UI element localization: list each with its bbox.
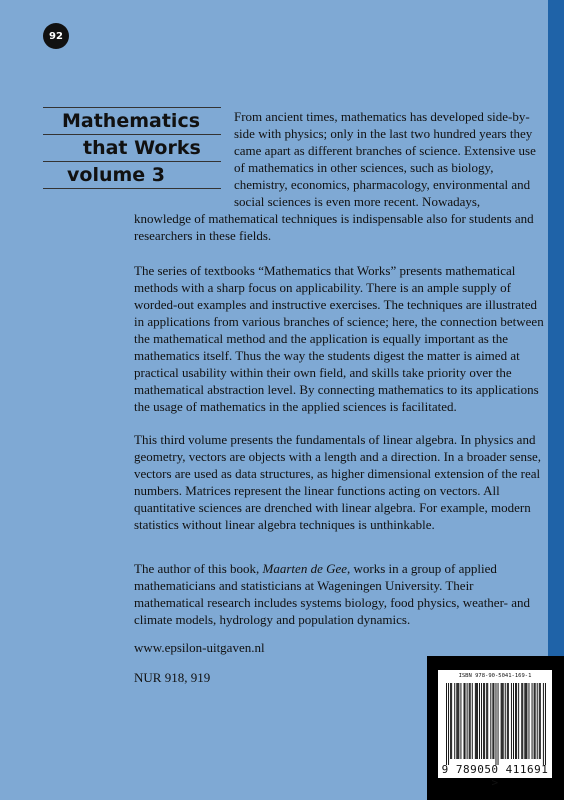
publisher-website: www.epsilon-uitgaven.nl [134, 640, 265, 655]
isbn-text: ISBN 978-90-5041-169-1 [458, 673, 532, 679]
title-line-2: that Works [83, 137, 201, 159]
author-text-before: The author of this book, [134, 561, 263, 576]
intro-paragraph-side [234, 108, 546, 210]
author-text-after: , works in a group of applied mathematicians and statisticians at Wageningen University. Their mathematical research includes systems biology, food physics, weather- and climate models, hydrology and population dynamics. [134, 561, 530, 627]
title-rule [43, 188, 221, 189]
series-description-text: The series of textbooks “Mathematics that Works” presents mathematical methods with a sharp focus on applicability. There is an ample supply of worded-out examples and instructive exercises. The techniques are illustrated in applications from various branches of science; here, the connection between the mathematical method and the application is equally important as the mathematics itself. Thus the way the students digest the matter is aimed at practical usability within their own field, and skills take priority over the mathematical abstraction level. By connecting mathematics to its applications the usage of mathematics in the applied sciences is facilitated. [134, 263, 544, 414]
volume-description-text: This third volume presents the fundamentals of linear algebra. In physics and geometry, vectors are objects with a length and a direction. In a broader sense, vectors are used as data structures, as higher dimensional extension of the real numbers. Matrices represent the linear functions acting on vectors. All quantitative sciences are drenched with linear algebra. For example, modern statistics without linear algebra techniques is unthinkable. [134, 432, 542, 532]
series-number-badge [43, 23, 69, 49]
barcode-label [438, 670, 552, 789]
book-title [43, 107, 221, 189]
intro-text-side: From ancient times, mathematics has developed side-by-side with physics; only in the last two hundred years they came apart as different branches of science. Extensive use of mathematics in other sciences, such as biology, chemistry, economics, pharmacology, environmental and social sciences is even more recent. Nowadays, [234, 109, 536, 209]
series-description-paragraph [134, 262, 544, 415]
barcode-frame [427, 656, 564, 800]
series-number: 92 [49, 30, 63, 42]
volume-description-paragraph [134, 431, 544, 533]
author-name: Maarten de Gee [262, 561, 348, 576]
title-line-3: volume 3 [67, 164, 165, 186]
intro-paragraph-full [134, 210, 544, 244]
intro-text-full: knowledge of mathematical techniques is indispensable also for students and researchers in these fields. [134, 211, 534, 243]
ean-digits: 9 789050 411691 > [441, 763, 549, 789]
author-text [134, 560, 544, 628]
title-line-1: Mathematics [62, 110, 201, 132]
nur-code: NUR 918, 919 [134, 670, 211, 685]
barcode-icon [446, 683, 546, 765]
author-paragraph [134, 560, 544, 628]
